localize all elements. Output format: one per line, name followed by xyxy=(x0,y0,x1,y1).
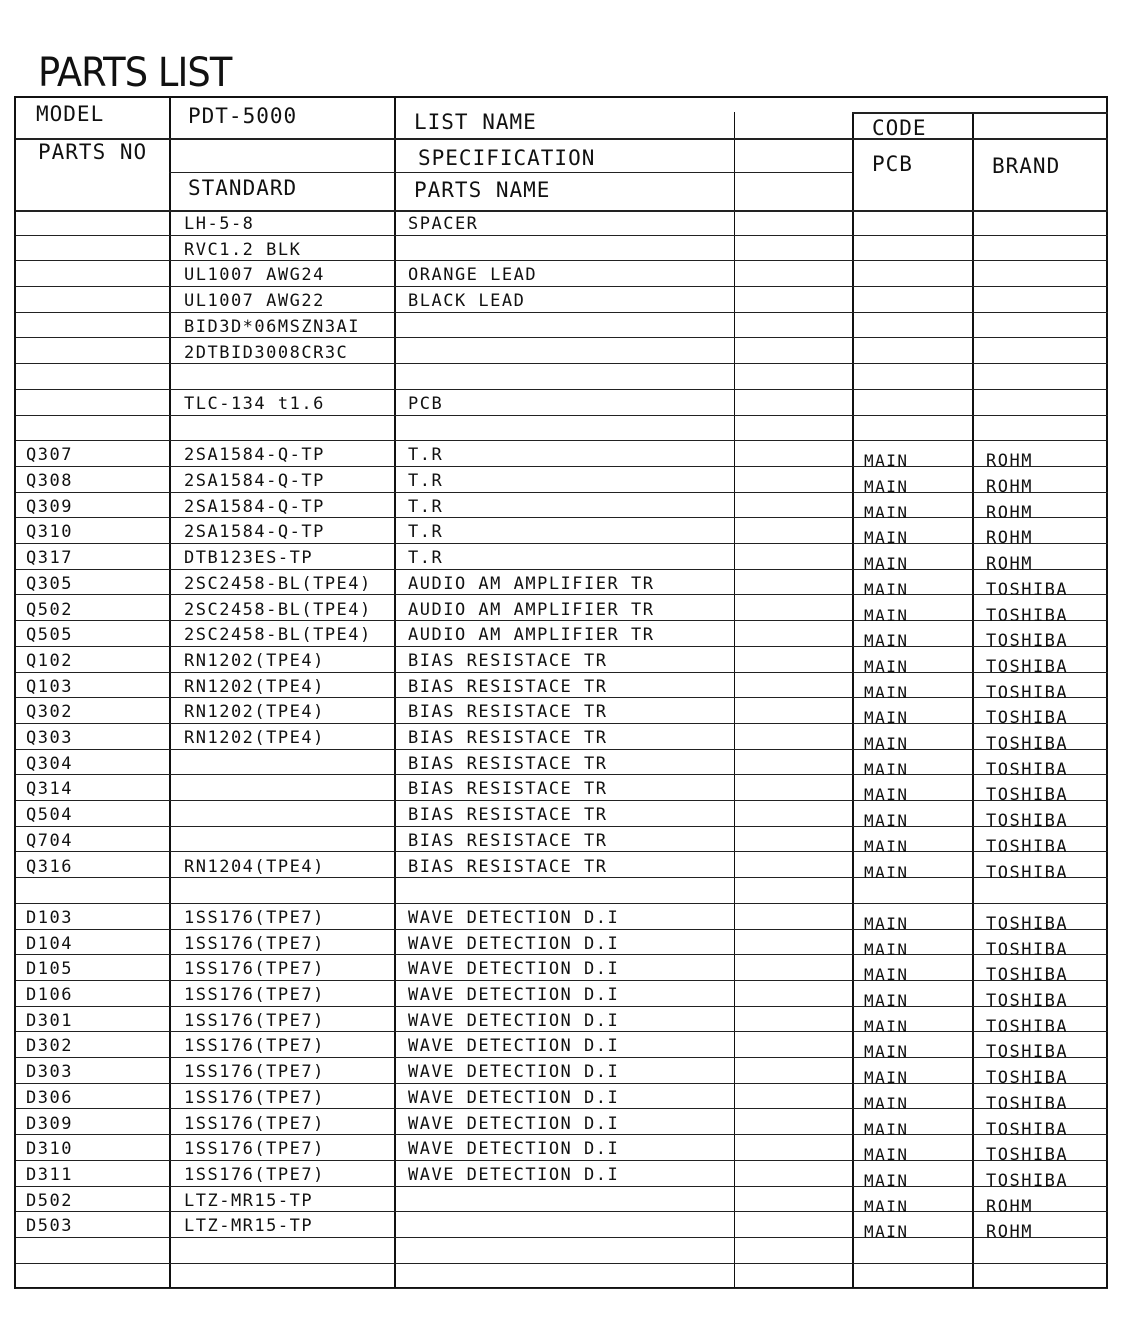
parts-name-cell: WAVE DETECTION D.I xyxy=(408,959,620,980)
table-row xyxy=(16,236,1106,262)
parts-name-cell: AUDIO AM AMPLIFIER TR xyxy=(408,573,655,594)
parts-name-cell: T.R xyxy=(408,548,444,569)
brand-cell: TOSHIBA xyxy=(986,605,1069,626)
brand-cell: ROHM xyxy=(986,1196,1033,1217)
standard-cell: RN1202(TPE4) xyxy=(184,702,325,723)
parts-name-label: PARTS NAME xyxy=(414,178,551,202)
standard-cell: 1SS176(TPE7) xyxy=(184,1139,325,1160)
pcb-cell: MAIN xyxy=(864,965,909,985)
parts-name-cell: WAVE DETECTION D.I xyxy=(408,1164,620,1185)
pcb-label: PCB xyxy=(872,152,913,176)
parts-no-cell: Q302 xyxy=(26,702,73,723)
table-row xyxy=(16,1264,1106,1290)
table-row xyxy=(16,493,1106,523)
table-row xyxy=(16,930,1106,960)
pcb-cell: MAIN xyxy=(864,579,909,599)
standard-cell: 2SC2458-BL(TPE4) xyxy=(184,573,372,594)
standard-cell: 2SA1584-Q-TP xyxy=(184,445,325,466)
pcb-cell: MAIN xyxy=(864,991,909,1010)
pcb-cell: MAIN xyxy=(864,554,909,574)
brand-cell: TOSHIBA xyxy=(986,965,1069,986)
table-row xyxy=(16,1110,1106,1140)
parts-no-cell: D311 xyxy=(26,1164,73,1185)
brand-cell: TOSHIBA xyxy=(986,1170,1069,1191)
parts-name-cell: BLACK LEAD xyxy=(408,291,526,312)
standard-cell: 1SS176(TPE7) xyxy=(184,907,325,928)
parts-no-cell: Q304 xyxy=(26,753,73,774)
pcb-cell: MAIN xyxy=(864,477,909,496)
pcb-cell: MAIN xyxy=(864,1170,909,1190)
standard-cell: 1SS176(TPE7) xyxy=(184,1113,325,1134)
pcb-cell: MAIN xyxy=(864,1093,909,1113)
table-row xyxy=(16,1084,1106,1114)
pcb-cell: MAIN xyxy=(864,502,909,522)
pcb-cell: MAIN xyxy=(864,811,909,831)
parts-no-cell: D306 xyxy=(26,1087,73,1108)
parts-name-cell: WAVE DETECTION D.I xyxy=(408,1062,620,1083)
brand-cell: ROHM xyxy=(986,451,1033,472)
brand-cell: TOSHIBA xyxy=(986,785,1069,806)
pcb-cell: MAIN xyxy=(864,708,909,728)
brand-cell: TOSHIBA xyxy=(986,759,1069,780)
parts-name-cell: BIAS RESISTACE TR xyxy=(408,676,608,697)
header-rule xyxy=(169,172,852,173)
brand-cell: TOSHIBA xyxy=(986,579,1069,600)
parts-no-cell: D503 xyxy=(26,1216,73,1237)
model-value: PDT-5000 xyxy=(188,104,298,128)
row-rule xyxy=(16,1288,1108,1289)
brand-cell: TOSHIBA xyxy=(986,991,1069,1011)
parts-no-cell: D303 xyxy=(26,1062,73,1083)
pcb-cell: MAIN xyxy=(864,605,909,625)
brand-cell: TOSHIBA xyxy=(986,734,1069,754)
specification-label: SPECIFICATION xyxy=(418,146,596,170)
brand-cell: TOSHIBA xyxy=(986,631,1069,652)
parts-name-cell: BIAS RESISTACE TR xyxy=(408,702,608,723)
brand-cell: TOSHIBA xyxy=(986,656,1069,677)
parts-no-cell: D103 xyxy=(26,907,73,928)
table-row xyxy=(16,596,1106,626)
pcb-cell: MAIN xyxy=(864,836,909,856)
standard-cell: 1SS176(TPE7) xyxy=(184,1087,325,1108)
standard-cell: LTZ-MR15-TP xyxy=(184,1216,314,1237)
parts-no-cell: Q314 xyxy=(26,779,73,800)
parts-name-cell: WAVE DETECTION D.I xyxy=(408,1036,620,1057)
table-row xyxy=(16,698,1106,729)
table-row xyxy=(16,416,1106,442)
brand-cell: TOSHIBA xyxy=(986,939,1069,960)
parts-no-cell: D302 xyxy=(26,1036,73,1057)
code-label: CODE xyxy=(872,116,927,140)
table-row xyxy=(16,1058,1106,1089)
parts-name-cell: T.R xyxy=(408,496,444,517)
pcb-cell: MAIN xyxy=(864,939,909,959)
brand-cell: TOSHIBA xyxy=(986,836,1069,857)
brand-cell: TOSHIBA xyxy=(986,682,1069,703)
parts-name-cell: WAVE DETECTION D.I xyxy=(408,933,620,954)
brand-cell: ROHM xyxy=(986,1222,1033,1243)
table-row xyxy=(16,1135,1106,1166)
parts-name-cell: WAVE DETECTION D.I xyxy=(408,1139,620,1160)
pcb-cell: MAIN xyxy=(864,656,909,676)
parts-name-cell: BIAS RESISTACE TR xyxy=(408,650,608,671)
table-row xyxy=(16,544,1106,575)
table-row xyxy=(16,467,1106,497)
parts-list-table xyxy=(14,96,1108,1289)
table-row xyxy=(16,1212,1106,1243)
parts-no-cell: D105 xyxy=(26,959,73,980)
parts-name-cell: BIAS RESISTACE TR xyxy=(408,779,608,800)
pcb-cell: MAIN xyxy=(864,631,909,651)
brand-cell: TOSHIBA xyxy=(986,862,1069,883)
pcb-cell: MAIN xyxy=(864,682,909,702)
standard-cell: 2SA1584-Q-TP xyxy=(184,496,325,517)
table-row xyxy=(16,339,1106,365)
pcb-cell: MAIN xyxy=(864,913,909,933)
header-rule xyxy=(852,112,1108,114)
header-rule xyxy=(16,138,1108,140)
pcb-cell: MAIN xyxy=(864,1222,909,1242)
parts-name-cell: WAVE DETECTION D.I xyxy=(408,985,620,1005)
brand-cell: TOSHIBA xyxy=(986,1016,1069,1037)
table-row xyxy=(16,673,1106,703)
standard-cell: LTZ-MR15-TP xyxy=(184,1190,314,1211)
parts-name-cell: PCB xyxy=(408,393,444,414)
pcb-cell: MAIN xyxy=(864,1016,909,1036)
parts-name-cell: BIAS RESISTACE TR xyxy=(408,830,608,851)
parts-no-cell: Q308 xyxy=(26,471,73,491)
parts-name-cell: T.R xyxy=(408,522,444,543)
page-title: PARTS LIST xyxy=(38,50,232,96)
standard-cell: 1SS176(TPE7) xyxy=(184,985,325,1005)
brand-cell: TOSHIBA xyxy=(986,708,1069,729)
standard-cell: TLC-134 t1.6 xyxy=(184,393,325,414)
parts-no-cell: Q316 xyxy=(26,856,73,877)
parts-name-cell: T.R xyxy=(408,445,444,466)
parts-no-cell: Q305 xyxy=(26,573,73,594)
brand-cell: TOSHIBA xyxy=(986,1119,1069,1140)
standard-cell: RN1202(TPE4) xyxy=(184,676,325,697)
parts-name-cell: WAVE DETECTION D.I xyxy=(408,907,620,928)
pcb-cell: MAIN xyxy=(864,862,909,882)
standard-cell: 1SS176(TPE7) xyxy=(184,1062,325,1083)
brand-cell: ROHM xyxy=(986,502,1033,523)
table-row xyxy=(16,878,1106,904)
pcb-cell: MAIN xyxy=(864,785,909,805)
brand-cell: TOSHIBA xyxy=(986,1145,1069,1166)
parts-no-cell: Q317 xyxy=(26,548,73,569)
standard-cell: RN1202(TPE4) xyxy=(184,650,325,671)
table-row xyxy=(16,261,1106,287)
parts-name-cell: ORANGE LEAD xyxy=(408,265,538,286)
parts-name-cell: WAVE DETECTION D.I xyxy=(408,1113,620,1134)
parts-no-cell: Q103 xyxy=(26,676,73,697)
table-row xyxy=(16,827,1106,857)
parts-name-cell: AUDIO AM AMPLIFIER TR xyxy=(408,599,655,620)
parts-no-cell: Q502 xyxy=(26,599,73,620)
table-row xyxy=(16,1007,1106,1037)
table-row xyxy=(16,1187,1106,1217)
table-row xyxy=(16,1161,1106,1191)
standard-cell: BID3D*06MSZN3AI xyxy=(184,316,361,337)
table-row xyxy=(16,1238,1106,1264)
pcb-cell: MAIN xyxy=(864,1196,909,1216)
table-row xyxy=(16,441,1106,472)
table-row xyxy=(16,724,1106,754)
standard-cell: 1SS176(TPE7) xyxy=(184,959,325,980)
table-row xyxy=(16,364,1106,390)
brand-label: BRAND xyxy=(992,154,1061,178)
pcb-cell: MAIN xyxy=(864,528,909,548)
pcb-cell: MAIN xyxy=(864,734,909,753)
parts-no-cell: Q704 xyxy=(26,830,73,851)
standard-cell: 2SA1584-Q-TP xyxy=(184,471,325,491)
parts-no-cell: Q309 xyxy=(26,496,73,517)
parts-no-cell: Q310 xyxy=(26,522,73,543)
brand-cell: TOSHIBA xyxy=(986,811,1069,832)
table-row xyxy=(16,801,1106,832)
parts-no-cell: D309 xyxy=(26,1113,73,1134)
brand-cell: ROHM xyxy=(986,477,1033,497)
table-row xyxy=(16,647,1106,677)
parts-no-cell: Q307 xyxy=(26,445,73,466)
table-row xyxy=(16,750,1106,780)
parts-name-cell: AUDIO AM AMPLIFIER TR xyxy=(408,625,655,646)
parts-no-cell: D502 xyxy=(26,1190,73,1211)
parts-name-cell: WAVE DETECTION D.I xyxy=(408,1010,620,1031)
brand-cell: TOSHIBA xyxy=(986,1042,1069,1063)
pcb-cell: MAIN xyxy=(864,759,909,779)
standard-cell: RVC1.2 BLK xyxy=(184,239,302,260)
brand-cell: TOSHIBA xyxy=(986,1093,1069,1114)
parts-no-cell: Q102 xyxy=(26,650,73,671)
parts-no-cell: D104 xyxy=(26,933,73,954)
brand-cell: ROHM xyxy=(986,528,1033,549)
parts-no-cell: D310 xyxy=(26,1139,73,1160)
table-row xyxy=(16,210,1106,236)
standard-cell: 2SC2458-BL(TPE4) xyxy=(184,599,372,620)
table-row xyxy=(16,313,1106,339)
parts-no-cell: D106 xyxy=(26,985,73,1005)
parts-name-cell: WAVE DETECTION D.I xyxy=(408,1087,620,1108)
standard-cell: DTB123ES-TP xyxy=(184,548,314,569)
standard-cell: RN1204(TPE4) xyxy=(184,856,325,877)
table-row xyxy=(16,287,1106,313)
parts-name-cell: BIAS RESISTACE TR xyxy=(408,856,608,877)
standard-cell: 1SS176(TPE7) xyxy=(184,933,325,954)
standard-cell: 2DTBID3008CR3C xyxy=(184,342,349,363)
parts-no-cell: Q303 xyxy=(26,728,73,748)
parts-no-label: PARTS NO xyxy=(38,140,148,164)
brand-cell: ROHM xyxy=(986,554,1033,575)
parts-name-cell: SPACER xyxy=(408,214,479,234)
table-row xyxy=(16,955,1106,986)
table-row xyxy=(16,621,1106,652)
table-row xyxy=(16,570,1106,600)
table-row xyxy=(16,904,1106,934)
parts-no-cell: Q505 xyxy=(26,625,73,646)
table-row xyxy=(16,390,1106,416)
list-name-label: LIST NAME xyxy=(414,110,537,134)
table-row xyxy=(16,1032,1106,1063)
standard-cell: UL1007 AWG22 xyxy=(184,291,325,312)
pcb-cell: MAIN xyxy=(864,1119,909,1139)
table-row xyxy=(16,775,1106,806)
pcb-cell: MAIN xyxy=(864,1042,909,1062)
standard-cell: 1SS176(TPE7) xyxy=(184,1164,325,1185)
pcb-cell: MAIN xyxy=(864,1145,909,1165)
table-row xyxy=(16,981,1106,1011)
standard-cell: 2SC2458-BL(TPE4) xyxy=(184,625,372,646)
table-row xyxy=(16,518,1106,549)
standard-cell: 1SS176(TPE7) xyxy=(184,1036,325,1057)
standard-cell: RN1202(TPE4) xyxy=(184,728,325,748)
standard-cell: 2SA1584-Q-TP xyxy=(184,522,325,543)
brand-cell: TOSHIBA xyxy=(986,1068,1069,1089)
table-row xyxy=(16,853,1106,883)
parts-name-cell: BIAS RESISTACE TR xyxy=(408,728,608,748)
standard-cell: LH-5-8 xyxy=(184,214,255,234)
standard-cell: UL1007 AWG24 xyxy=(184,265,325,286)
parts-name-cell: BIAS RESISTACE TR xyxy=(408,805,608,826)
standard-cell: 1SS176(TPE7) xyxy=(184,1010,325,1031)
pcb-cell: MAIN xyxy=(864,1068,909,1088)
parts-no-cell: D301 xyxy=(26,1010,73,1031)
pcb-cell: MAIN xyxy=(864,451,909,471)
standard-label: STANDARD xyxy=(188,176,298,200)
brand-cell: TOSHIBA xyxy=(986,913,1069,934)
parts-no-cell: Q504 xyxy=(26,805,73,826)
model-label: MODEL xyxy=(36,102,105,126)
parts-name-cell: T.R xyxy=(408,471,444,491)
parts-name-cell: BIAS RESISTACE TR xyxy=(408,753,608,774)
